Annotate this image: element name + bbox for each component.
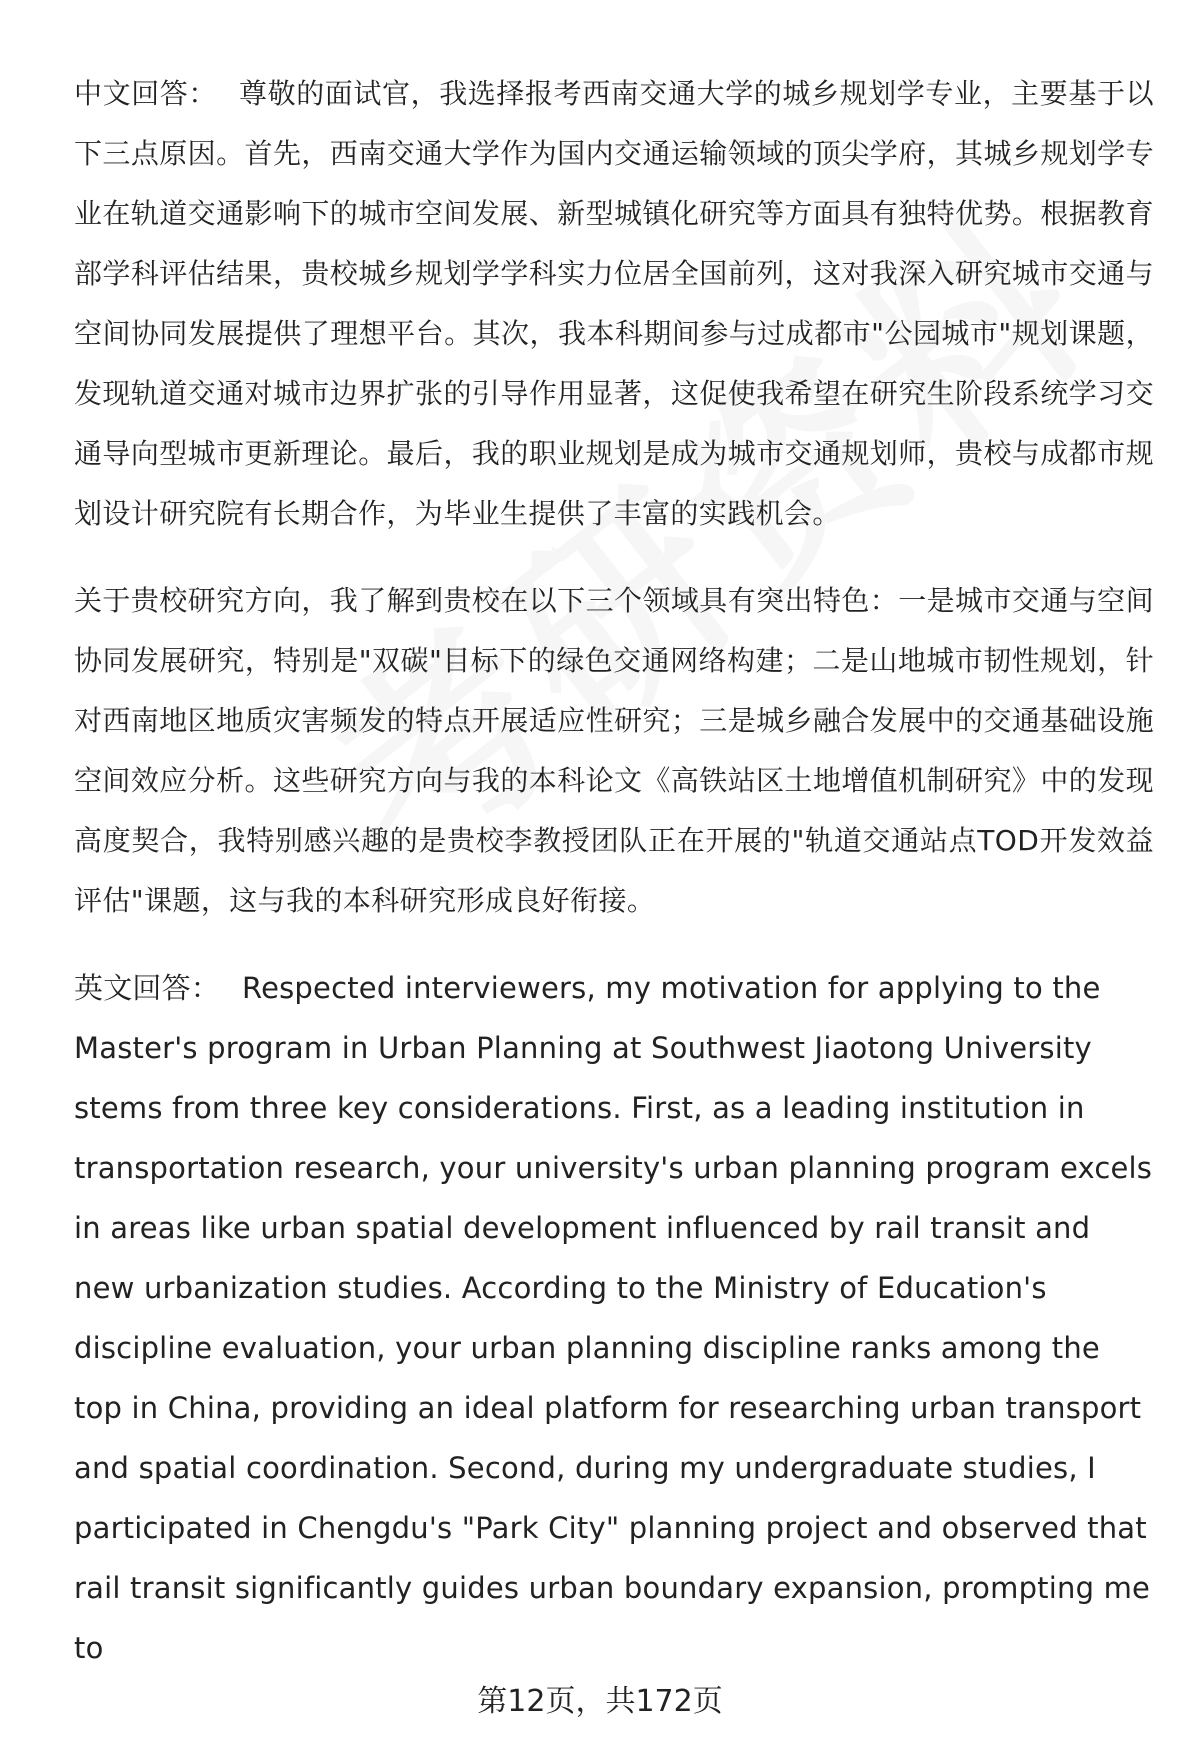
chinese-answer-text: 尊敬的面试官，我选择报考西南交通大学的城乡规划学专业，主要基于以下三点原因。首先，西南交通大学作为国内交通运输领域的顶尖学府，其城乡规划学专业在轨道交通影响下的城市空间发展、新型城镇化研究等方面具有独特优势。根据教育部学科评估结果，贵校城乡规划学学科实力位居全国前列，这对我深入研究城市交通与空间协同发展提供了理想平台。其次，我本科期间参与过成都市"公园城市"规划课题，发现轨道交通对城市边界扩张的引导作用显著，这促使我希望在研究生阶段系统学习交通导向型城市更新理论。最后，我的职业规划是成为城市交通规划师，贵校与成都市规划设计研究院有长期合作，为毕业生提供了丰富的实践机会。 xyxy=(74,77,1154,530)
document-body xyxy=(74,64,1154,1678)
english-answer-label: 英文回答： xyxy=(74,971,221,1005)
paragraph-spacer xyxy=(74,544,1154,571)
paragraph-spacer xyxy=(74,931,1154,958)
chinese-answer-label: 中文回答： xyxy=(74,77,217,110)
research-direction-text: 关于贵校研究方向，我了解到贵校在以下三个领域具有突出特色：一是城市交通与空间协同发展研究，特别是"双碳"目标下的绿色交通网络构建；二是山地城市韧性规划，针对西南地区地质灾害频发的特点开展适应性研究；三是城乡融合发展中的交通基础设施空间效应分析。这些研究方向与我的本科论文《高铁站区土地增值机制研究》中的发现高度契合，我特别感兴趣的是贵校李教授团队正在开展的"轨道交通站点TOD开发效益评估"课题，这与我的本科研究形成良好衔接。 xyxy=(74,584,1154,917)
english-answer-paragraph xyxy=(74,958,1154,1678)
research-direction-paragraph xyxy=(74,571,1154,931)
english-answer-text: Respected interviewers, my motivation for applying to the Master's program in Urban Planning at Southwest Jiaotong University stems from three key considerations. First, as a leading institution in transportation research, your university's urban planning program excels in areas like urban spatial development influenced by rail transit and new urbanization studies. According to the Ministry of Education's discipline evaluation, your urban planning discipline ranks among the top in China, providing an ideal platform for researching urban transport and spatial coordination. Second, during my undergraduate studies, I participated in Chengdu's "Park City" planning project and observed that rail transit significantly guides urban boundary expansion, prompting me to xyxy=(74,971,1153,1665)
chinese-answer-paragraph xyxy=(74,64,1154,544)
page-number: 第12页，共172页 xyxy=(477,1684,723,1719)
